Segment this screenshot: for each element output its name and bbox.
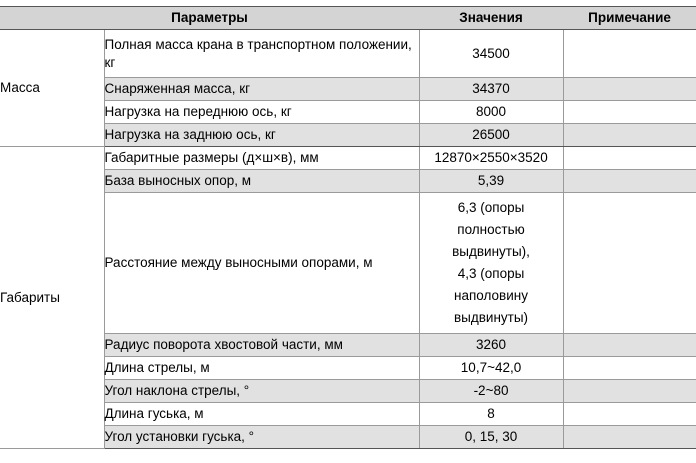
param-cell: Нагрузка на переднюю ось, кг — [104, 101, 419, 124]
param-cell: Длина гуська, м — [104, 403, 419, 426]
param-cell: Нагрузка на заднюю ось, кг — [104, 124, 419, 147]
param-cell: Радиус поворота хвостовой части, мм — [104, 334, 419, 357]
value-cell: 12870×2550×3520 — [419, 147, 563, 170]
note-cell — [563, 334, 696, 357]
note-cell — [563, 403, 696, 426]
value-line: полностью — [457, 222, 525, 237]
note-cell — [563, 101, 696, 124]
note-cell — [563, 193, 696, 334]
value-cell: 34500 — [419, 30, 563, 78]
value-cell — [419, 193, 563, 334]
table-row — [0, 78, 696, 101]
note-cell — [563, 124, 696, 147]
group-label-mass: Масса — [0, 30, 104, 147]
value-cell: 8000 — [419, 101, 563, 124]
param-cell: Длина стрелы, м — [104, 357, 419, 380]
table-row — [0, 30, 696, 78]
value-line: выдвинуты), — [452, 244, 530, 259]
table-row — [0, 170, 696, 193]
value-cell: 0, 15, 30 — [419, 426, 563, 449]
group-label-dimensions: Габариты — [0, 147, 104, 449]
param-cell: База выносных опор, м — [104, 170, 419, 193]
header-row — [0, 7, 696, 30]
table-row — [0, 380, 696, 403]
value-cell: 34370 — [419, 78, 563, 101]
value-cell: 26500 — [419, 124, 563, 147]
table-row — [0, 101, 696, 124]
table-row — [0, 147, 696, 170]
header-params: Параметры — [0, 7, 419, 30]
value-line: выдвинуты) — [453, 310, 529, 325]
table-row — [0, 334, 696, 357]
note-cell — [563, 426, 696, 449]
note-cell — [563, 30, 696, 78]
value-cell: 3260 — [419, 334, 563, 357]
param-cell: Полная масса крана в транспортном положении, кг — [104, 30, 419, 78]
note-cell — [563, 357, 696, 380]
value-line: 4,3 (опоры — [457, 266, 525, 281]
note-cell — [563, 147, 696, 170]
value-cell: 8 — [419, 403, 563, 426]
table-row — [0, 357, 696, 380]
note-cell — [563, 78, 696, 101]
table-row — [0, 124, 696, 147]
header-values: Значения — [419, 7, 563, 30]
value-cell: 5,39 — [419, 170, 563, 193]
table-row — [0, 193, 696, 334]
table-row — [0, 403, 696, 426]
param-cell: Габаритные размеры (д×ш×в), мм — [104, 147, 419, 170]
value-cell: 10,7~42,0 — [419, 357, 563, 380]
value-line: 6,3 (опоры — [457, 200, 525, 215]
value-line: наполовину — [454, 288, 528, 303]
param-cell: Угол наклона стрелы, ° — [104, 380, 419, 403]
param-cell: Расстояние между выносными опорами, м — [104, 193, 419, 334]
note-cell — [563, 170, 696, 193]
specs-table — [0, 6, 696, 449]
param-cell: Угол установки гуська, ° — [104, 426, 419, 449]
note-cell — [563, 380, 696, 403]
table-row — [0, 426, 696, 449]
param-cell: Снаряженная масса, кг — [104, 78, 419, 101]
header-note: Примечание — [563, 7, 696, 30]
value-cell: -2~80 — [419, 380, 563, 403]
